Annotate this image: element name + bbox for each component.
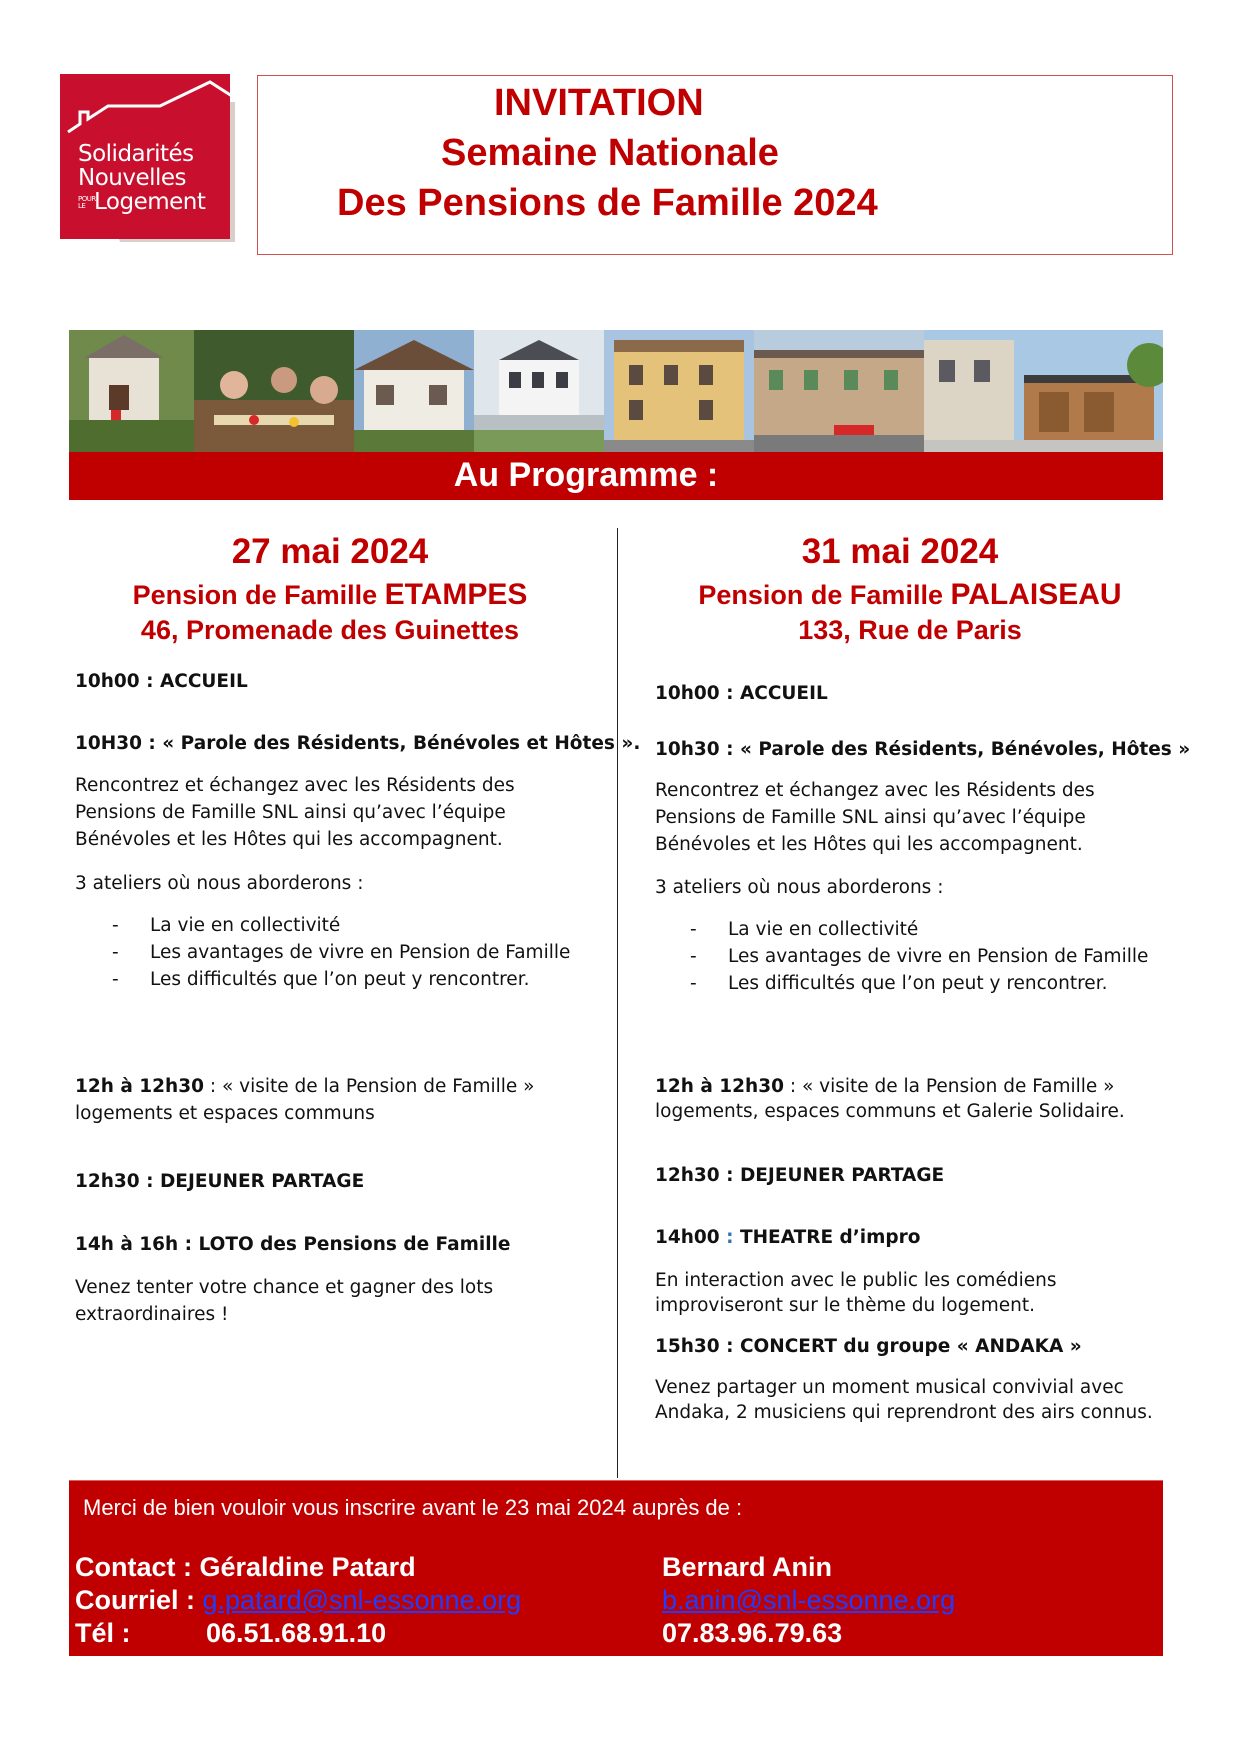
right-bullet-3-text: Les difficultés que l’on peut y rencontrer. xyxy=(728,973,1108,994)
right-parole: 10h30 : « Parole des Résidents, Bénévoles, Hôtes » xyxy=(655,739,1191,760)
left-place-prefix: Pension de Famille xyxy=(132,580,385,610)
left-rencontre-3: Bénévoles et les Hôtes qui les accompagnent. xyxy=(75,829,503,850)
left-ateliers: 3 ateliers où nous aborderons : xyxy=(75,873,364,894)
mail-link-1[interactable]: g.patard@snl-essonne.org xyxy=(202,1585,522,1615)
right-theatre-desc-2: improviseront sur le thème du logement. xyxy=(655,1295,1035,1316)
right-visite xyxy=(655,1073,1115,1100)
residents-meal-photo xyxy=(194,330,354,452)
tel-number-2: 07.83.96.79.63 xyxy=(662,1618,843,1648)
left-bullet-2-text: Les avantages de vivre en Pension de Famille xyxy=(150,942,571,963)
right-visite-time: 12h à 12h30 xyxy=(655,1076,784,1097)
right-theatre-desc-1: En interaction avec le public les comédiens xyxy=(655,1270,1057,1291)
tel-number-1: 06.51.68.91.10 xyxy=(206,1618,387,1648)
right-bullet-1-text: La vie en collectivité xyxy=(728,919,919,940)
stone-building-photo xyxy=(754,330,924,452)
right-theatre xyxy=(655,1224,920,1251)
left-visite-line2: logements et espaces communs xyxy=(75,1103,375,1124)
left-visite-text: : « visite de la Pension de Famille » xyxy=(203,1076,535,1097)
left-dej-text: : DEJEUNER PARTAGE xyxy=(139,1171,365,1192)
left-bullet-3-text: Les difficultés que l’on peut y rencontrer. xyxy=(150,969,530,990)
right-rencontre-3: Bénévoles et les Hôtes qui les accompagnent. xyxy=(655,834,1083,855)
white-house-photo xyxy=(354,330,474,452)
program-banner xyxy=(69,452,1163,500)
right-bullet-2-text: Les avantages de vivre en Pension de Famille xyxy=(728,946,1149,967)
yellow-building-photo xyxy=(604,330,754,452)
modern-house-render-photo xyxy=(474,330,604,452)
left-dej-time: 12h30 xyxy=(75,1171,140,1192)
right-concert: 15h30 : CONCERT du groupe « ANDAKA » xyxy=(655,1336,1082,1357)
left-rencontre-1: Rencontrez et échangez avec les Résidents des xyxy=(75,775,515,796)
right-place-prefix: Pension de Famille xyxy=(698,580,951,610)
right-rencontre-1: Rencontrez et échangez avec les Résidents des xyxy=(655,780,1095,801)
right-theatre-time: 14h00 xyxy=(655,1227,720,1248)
right-dejeuner: 12h30 : DEJEUNER PARTAGE xyxy=(655,1165,945,1186)
left-loto-desc-2: extraordinaires ! xyxy=(75,1304,229,1325)
logo-line-3: Logement xyxy=(94,189,206,215)
contact-name-2: Bernard Anin xyxy=(662,1552,833,1582)
right-rencontre-2: Pensions de Famille SNL ainsi qu’avec l’équipe xyxy=(655,807,1086,828)
logo-line-2: Nouvelles xyxy=(78,165,187,191)
left-loto-desc-1: Venez tenter votre chance et gagner des lots xyxy=(75,1277,494,1298)
courtyard-photo xyxy=(924,330,1163,452)
snl-logo xyxy=(60,74,240,249)
left-loto: 14h à 16h : LOTO des Pensions de Famille xyxy=(75,1234,511,1255)
right-concert-desc-1: Venez partager un moment musical convivial avec xyxy=(655,1377,1124,1398)
left-bullet-1-text: La vie en collectivité xyxy=(150,915,341,936)
left-place xyxy=(70,578,590,612)
right-visite-text: : « visite de la Pension de Famille » xyxy=(783,1076,1115,1097)
right-accueil: 10h00 : ACCUEIL xyxy=(655,683,828,704)
left-rencontre-2: Pensions de Famille SNL ainsi qu’avec l’équipe xyxy=(75,802,506,823)
program-label: Au Programme : xyxy=(453,456,719,494)
right-date: 31 mai 2024 xyxy=(801,532,999,571)
left-date: 27 mai 2024 xyxy=(231,532,429,571)
right-place-name: PALAISEAU xyxy=(950,578,1122,611)
title-pensions: Des Pensions de Famille 2024 xyxy=(337,182,878,224)
left-accueil: 10h00 : ACCUEIL xyxy=(75,671,248,692)
contact-name-1: Contact : Géraldine Patard xyxy=(75,1552,416,1582)
photo-strip xyxy=(69,330,1163,452)
left-parole: 10H30 : « Parole des Résidents, Bénévoles et Hôtes ». xyxy=(75,733,641,754)
left-visite xyxy=(75,1073,535,1100)
logo-line-1: Solidarités xyxy=(78,141,194,167)
right-address: 133, Rue de Paris xyxy=(798,615,1022,645)
mail-row-2 xyxy=(662,1585,955,1616)
right-place xyxy=(650,578,1170,612)
left-dejeuner xyxy=(75,1168,364,1195)
title-semaine: Semaine Nationale xyxy=(441,132,779,174)
logo-line-3-small: POUR LE xyxy=(78,194,96,210)
tel-label: Tél : xyxy=(75,1618,131,1648)
left-place-name: ETAMPES xyxy=(384,578,528,611)
mail-row-1 xyxy=(75,1585,521,1616)
right-visite-line2: logements, espaces communs et Galerie Solidaire. xyxy=(655,1101,1125,1122)
right-theatre-text: THEATRE d’impro xyxy=(739,1227,921,1248)
left-address: 46, Promenade des Guinettes xyxy=(140,615,520,645)
right-ateliers: 3 ateliers où nous aborderons : xyxy=(655,877,944,898)
right-theatre-sep: : xyxy=(719,1227,740,1248)
contact-footer xyxy=(69,1480,1163,1656)
right-concert-desc-2: Andaka, 2 musiciens qui reprendront des airs connus. xyxy=(655,1402,1153,1423)
column-divider xyxy=(617,528,618,1478)
footer-note: Merci de bien vouloir vous inscrire avant le 23 mai 2024 auprès de : xyxy=(83,1495,743,1520)
left-visite-time: 12h à 12h30 xyxy=(75,1076,204,1097)
logo-wordmark xyxy=(78,142,205,214)
title-invitation: INVITATION xyxy=(494,82,704,124)
house-garden-photo xyxy=(69,330,194,452)
mail-label: Courriel : xyxy=(75,1585,203,1615)
mail-link-2[interactable]: b.anin@snl-essonne.org xyxy=(662,1585,956,1615)
